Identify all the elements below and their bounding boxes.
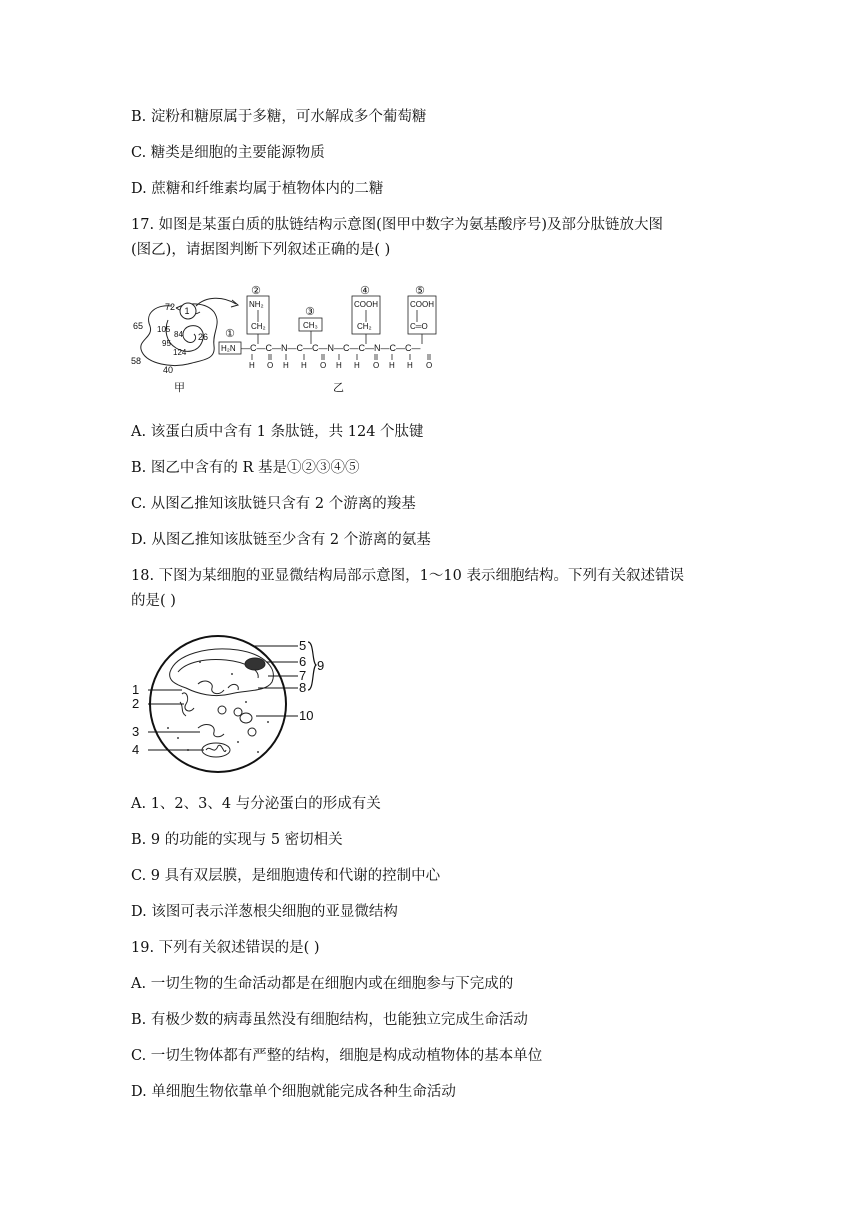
svg-text:H: H [301,361,307,370]
cell-label-6: 6 [299,654,307,669]
q17-option-d: D. 从图乙推知该肽链至少含有 2 个游离的氨基 [131,532,431,548]
q18-stem-line1: 18. 下图为某细胞的亚显微结构局部示意图，1～10 表示细胞结构。下列有关叙述错误 [131,568,684,584]
q18-stem-line2: 的是( ) [131,593,176,609]
q18-option-c: C. 9 具有双层膜，是细胞遗传和代谢的控制中心 [131,868,441,884]
q18-option-d: D. 该图可表示洋葱根尖细胞的亚显微结构 [131,904,398,920]
peptide-structure-yi [219,285,436,370]
jia-num-84: 84 [174,330,183,339]
yi-label: 乙 [333,382,344,394]
centriole [240,713,252,723]
group-r4-bottom: CH₂ [357,322,372,331]
svg-text:H: H [283,361,289,370]
group-r2-bottom: CH₂ [251,322,266,331]
svg-text:H: H [336,361,342,370]
group-r2-top: NH₂ [249,300,264,309]
group-r4-top: COOH [354,300,378,309]
circled-5: ⑤ [415,285,425,297]
q19-option-a: A. 一切生物的生命活动都是在细胞内或在细胞参与下完成的 [131,976,514,992]
cell-label-4: 4 [132,742,140,757]
nucleolus [245,658,265,670]
circled-2: ② [251,285,261,297]
svg-text:H: H [389,361,395,370]
er [198,681,238,694]
q16-option-b: B. 淀粉和糖原属于多糖，可水解成多个葡萄糖 [131,109,427,125]
brace-9 [308,642,316,690]
ribosome-er [198,725,224,737]
cell-label-10: 10 [299,708,314,723]
group-r3: CH₃ [303,321,318,330]
cell-label-7: 7 [299,668,307,683]
cell-label-9: 9 [317,658,325,673]
jia-num-40: 40 [163,365,174,375]
svg-text:H: H [354,361,360,370]
q16-option-d: D. 蔗糖和纤维素均属于植物体内的二糖 [131,181,384,197]
q17-stem-line2: (图乙)，请据图判断下列叙述正确的是( ) [131,242,391,258]
jia-label: 甲 [174,382,185,394]
jia-num-65: 65 [133,321,144,331]
q18-option-b: B. 9 的功能的实现与 5 密切相关 [131,832,343,848]
q19-option-c: C. 一切生物体都有严整的结构，细胞是构成动植物体的基本单位 [131,1048,543,1064]
q17-option-a: A. 该蛋白质中含有 1 条肽链，共 124 个肽键 [131,424,424,440]
jia-num-105: 105 [157,325,171,334]
jia-num-124: 124 [173,348,187,357]
q18-option-a: A. 1、2、3、4 与分泌蛋白的形成有关 [131,796,381,812]
jia-num-72: 72 [165,302,176,312]
q17-peptide-figure [128,282,468,397]
nucleus [170,649,274,696]
q19-option-b: B. 有极少数的病毒虽然没有细胞结构，也能独立完成生命活动 [131,1012,528,1028]
group-r5-top: COOH [410,300,434,309]
circled-1: ① [225,328,235,340]
svg-text:H: H [407,361,413,370]
q19-stem: 19. 下列有关叙述错误的是( ) [131,940,320,956]
cell-label-3: 3 [132,724,140,739]
svg-text:O: O [320,361,327,370]
q17-option-c: C. 从图乙推知该肽链只含有 2 个游离的羧基 [131,496,416,512]
circled-4: ④ [360,285,370,297]
cell-label-2: 2 [132,696,140,711]
jia-num-58: 58 [131,356,142,366]
svg-text:O: O [373,361,380,370]
q19-option-d: D. 单细胞生物依靠单个细胞就能完成各种生命活动 [131,1084,456,1100]
svg-text:O: O [426,361,433,370]
cell-label-1: 1 [132,682,140,697]
group-amino: H₂N [221,344,236,353]
q16-option-c: C. 糖类是细胞的主要能源物质 [131,145,325,161]
cell-label-8: 8 [299,680,307,695]
jia-num-1: 1 [184,306,190,316]
cell-label-5: 5 [299,638,307,653]
jia-num-26: 26 [198,332,209,342]
q17-option-b: B. 图乙中含有的 R 基是①②③④⑤ [131,460,360,476]
svg-text:O: O [267,361,274,370]
jia-num-95: 95 [162,339,171,348]
svg-text:H: H [249,361,255,370]
svg-text:—C—C—N—C—C—N—C—C—N—C—C—: —C—C—N—C—C—N—C—C—N—C—C— [241,343,421,353]
q18-cell-figure [128,632,328,777]
circled-3: ③ [305,306,315,318]
group-r5-bottom: C═O [410,322,428,331]
q17-stem-line1: 17. 如图是某蛋白质的肽链结构示意图(图甲中数字为氨基酸序号)及部分肽链放大图 [131,217,663,233]
